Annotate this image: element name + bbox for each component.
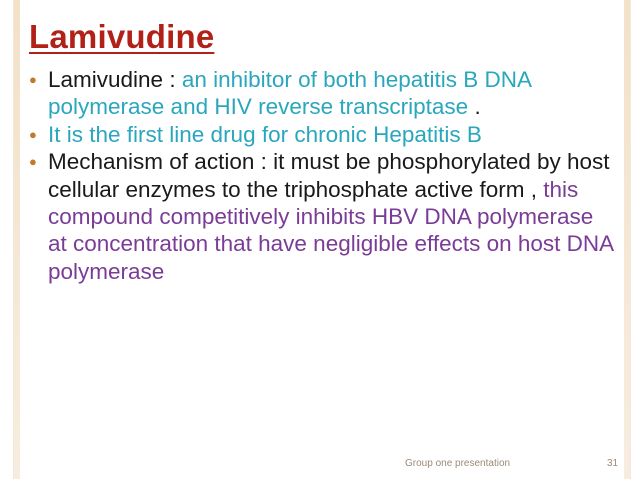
footer-text: Group one presentation (405, 458, 511, 469)
circle-bullet-icon: ● (29, 72, 37, 87)
bullet-text-segment: . (468, 94, 481, 120)
left-border-bar (14, 0, 20, 479)
bullet-text-segment: Mechanism of action : it must be phosphorylated by host cellular enzymes to the triphosphate active form , (48, 149, 610, 202)
circle-bullet-icon: ● (29, 154, 37, 170)
page-number: 31 (607, 458, 619, 469)
bullet-text-segment: this compound competitively inhibits HBV DNA polymerase at concentration that have negligible effects on host DNA polymerase (48, 176, 613, 284)
bullet-item (29, 121, 614, 148)
circle-bullet-icon: ● (29, 126, 37, 142)
bullet-text-segment: an inhibitor of both hepatitis B DNA polymerase and HIV reverse transcriptase (48, 67, 531, 120)
bullet-item (29, 148, 614, 285)
bullet-text-segment: Lamivudine : (48, 67, 182, 92)
slide-title: Lamivudine (29, 18, 215, 55)
right-border-bar (624, 0, 630, 479)
bullet-text-segment: It is the first line drug for chronic Hepatitis B (48, 121, 482, 147)
bullet-item (29, 66, 614, 121)
bullet-list (29, 66, 614, 285)
